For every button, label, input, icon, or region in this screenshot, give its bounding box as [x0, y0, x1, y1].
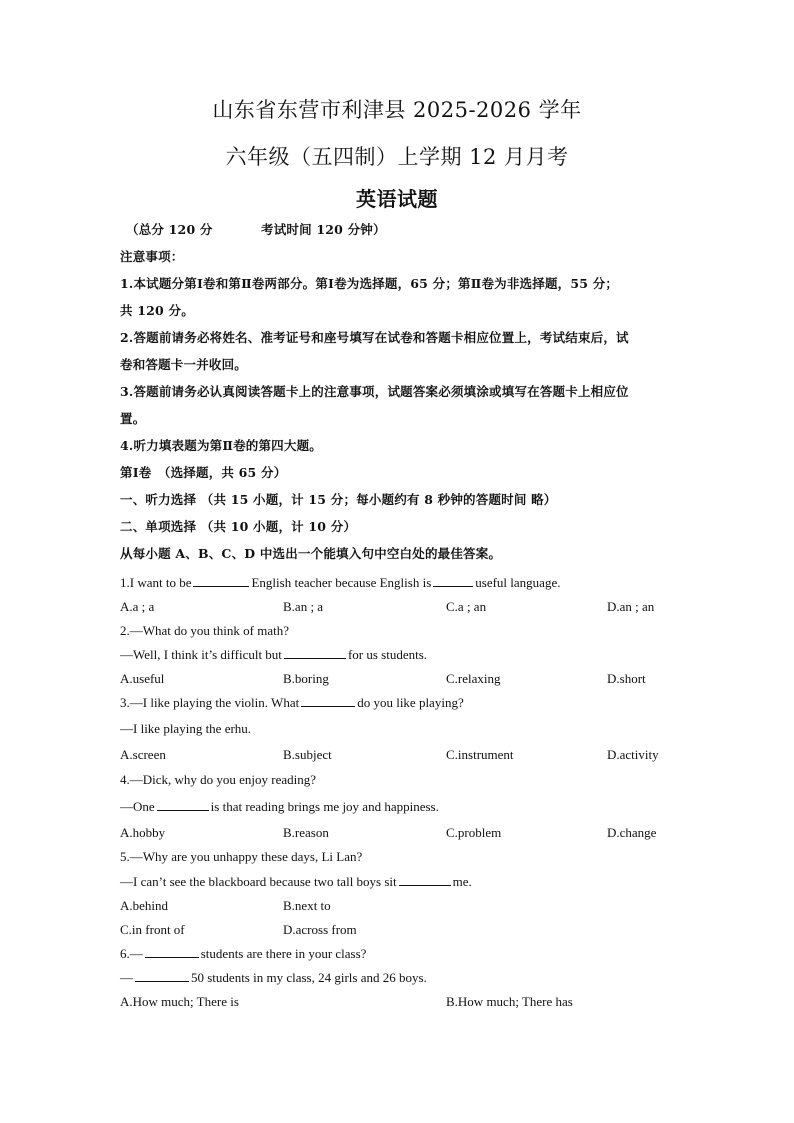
q6-option-b: B.How much; There has	[446, 994, 573, 1009]
q6-line1	[120, 945, 680, 963]
q6-text-a2: —	[120, 970, 133, 985]
q4-option-d: D.change	[607, 825, 657, 840]
q4-option-b: B.reason	[283, 825, 329, 840]
q2-option-c: C.relaxing	[446, 671, 501, 686]
answer-blank	[193, 574, 249, 587]
q5-option-a: A.behind	[120, 898, 169, 913]
answer-blank	[157, 798, 209, 811]
q3-option-b: B.subject	[283, 747, 332, 762]
exam-time-info: 考试时间 120 分钟）	[261, 222, 386, 237]
q2-option-a: A.useful	[120, 671, 165, 686]
q5-text-a: —I can’t see the blackboard because two tall boys sit	[120, 874, 397, 889]
note-1-line1: 1.本试题分第Ⅰ卷和第Ⅱ卷两部分。第Ⅰ卷为选择题，65 分；第Ⅱ卷为非选择题，55 分；	[120, 276, 619, 291]
q5-line2	[120, 873, 680, 891]
answer-blank	[301, 694, 355, 707]
answer-blank	[135, 969, 189, 982]
q5-option-b: B.next to	[283, 898, 331, 913]
q1-text-a: 1.I want to be	[120, 575, 192, 590]
note-4: 4.听力填表题为第Ⅱ卷的第四大题。	[120, 438, 322, 453]
exam-subject-title: 英语试题	[356, 187, 438, 211]
answer-blank	[399, 873, 451, 886]
q6-option-a: A.How much; There is	[120, 994, 239, 1009]
q3-line2: —I like playing the erhu.	[120, 721, 252, 736]
q4-option-a: A.hobby	[120, 825, 166, 840]
q5-text-b: me.	[452, 874, 472, 889]
q2-option-b: B.boring	[283, 671, 329, 686]
q4-text-b: is that reading brings me joy and happiness.	[210, 799, 439, 814]
question-1	[120, 574, 680, 592]
q5-line1: 5.—Why are you unhappy these days, Li Lan?	[120, 849, 363, 864]
section-single-choice-heading: 二、单项选择 （共 10 小题，计 10 分）	[120, 519, 357, 534]
q3-option-d: D.activity	[607, 747, 659, 762]
notes-heading: 注意事项：	[120, 249, 184, 264]
q3-text-a: 3.—I like playing the violin. What	[120, 695, 300, 710]
q2-text-a: —Well, I think it’s difficult but	[120, 647, 282, 662]
q1-text-b: English teacher because English is	[251, 575, 432, 590]
q5-option-d: D.across from	[283, 922, 357, 937]
note-2-line1: 2.答题前请务必将姓名、准考证号和座号填写在试卷和答题卡相应位置上，考试结束后，试	[120, 330, 629, 345]
q1-option-b: B.an ; a	[283, 599, 324, 614]
q3-option-a: A.screen	[120, 747, 166, 762]
q1-option-a: A.a ; a	[120, 599, 155, 614]
note-3-line2: 置。	[120, 411, 146, 426]
q6-text-a: 6.—	[120, 946, 143, 961]
q2-option-d: D.short	[607, 671, 646, 686]
q3-line1	[120, 694, 680, 712]
q4-option-c: C.problem	[446, 825, 502, 840]
note-1-line2: 共 120 分。	[120, 303, 194, 318]
q3-text-b: do you like playing?	[357, 695, 464, 710]
q1-option-c: C.a ; an	[446, 599, 487, 614]
q1-option-d: D.an ; an	[607, 599, 655, 614]
note-2-line2: 卷和答题卡一并收回。	[120, 357, 248, 372]
section-listening-heading: 一、听力选择 （共 15 小题，计 15 分；每小题约有 8 秒钟的答题时间 略）	[120, 492, 557, 507]
q6-text-b2: 50 students in my class, 24 girls and 26 boys.	[191, 970, 427, 985]
total-score-info: （总分 120 分	[126, 222, 213, 237]
q4-line2	[120, 798, 680, 816]
q2-line2	[120, 646, 680, 664]
exam-title-line1: 山东省东营市利津县 2025-2026 学年	[212, 98, 582, 122]
note-3-line1: 3.答题前请务必认真阅读答题卡上的注意事项，试题答案必须填涂或填写在答题卡上相应位	[120, 384, 629, 399]
q6-text-b: students are there in your class?	[200, 946, 367, 961]
exam-title-line2: 六年级（五四制）上学期 12 月月考	[225, 145, 569, 169]
q2-line1: 2.—What do you think of math?	[120, 623, 289, 638]
part-1-heading: 第Ⅰ卷 （选择题，共 65 分）	[120, 465, 287, 480]
section-instruction: 从每小题 A、B、C、D 中选出一个能填入句中空白处的最佳答案。	[120, 546, 502, 561]
q4-line1: 4.—Dick, why do you enjoy reading?	[120, 772, 317, 787]
answer-blank	[284, 646, 346, 659]
q5-option-c: C.in front of	[120, 922, 185, 937]
answer-blank	[145, 945, 199, 958]
q6-line2	[120, 969, 680, 987]
answer-blank	[433, 574, 473, 587]
q1-text-c: useful language.	[475, 575, 561, 590]
q3-option-c: C.instrument	[446, 747, 514, 762]
q2-text-b: for us students.	[347, 647, 428, 662]
q4-text-a: —One	[120, 799, 155, 814]
